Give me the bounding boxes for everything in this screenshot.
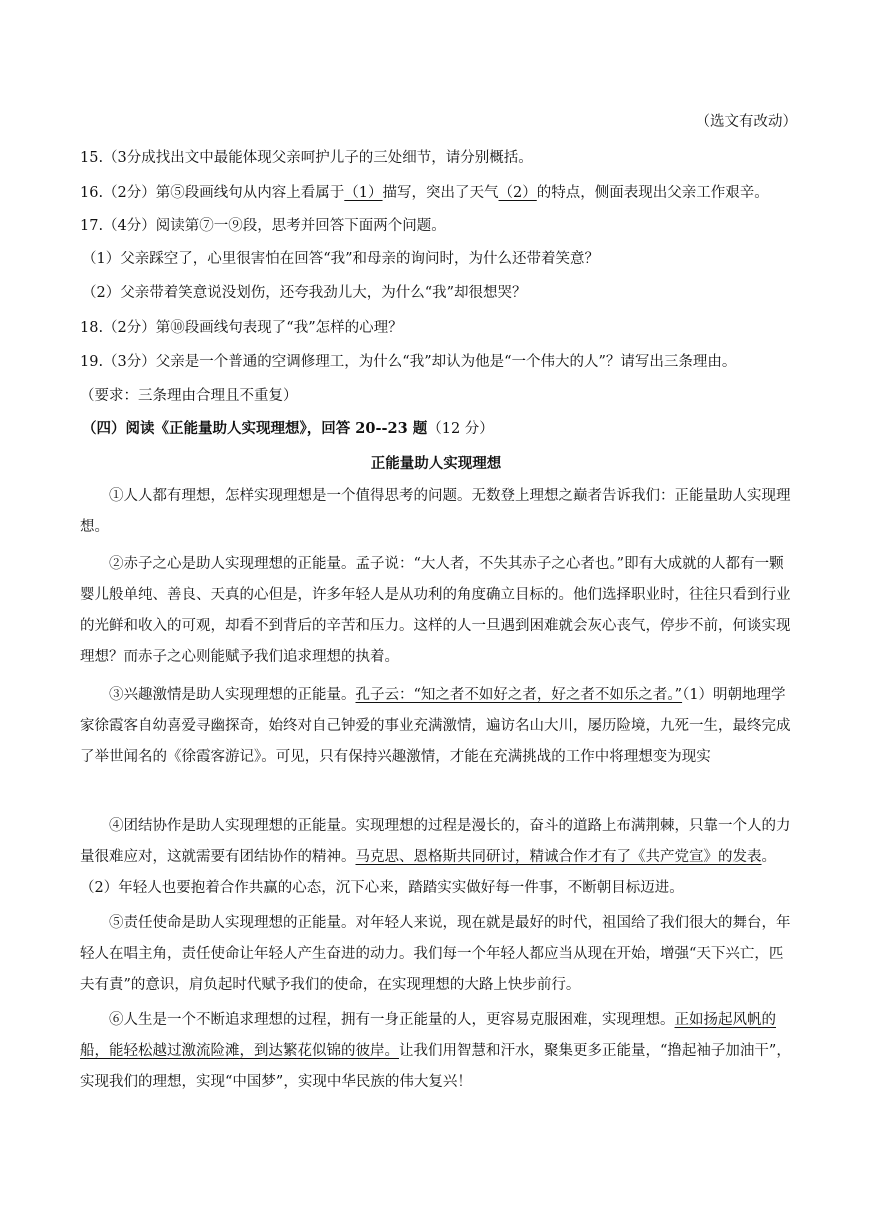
- question-19: 19.（3分）父亲是一个普通的空调修理工，为什么“我”却认为他是“一个伟大的人”？请写出三条理由。: [80, 354, 737, 370]
- paragraph-6-text-b: 让我们用智慧和汗水，聚集更多正能量，“撸起袖子加油干”，实现我们的理想，实现“中国梦”，实现中华民族的伟大复兴！: [80, 1043, 791, 1090]
- question-16-blank-1: （1）: [344, 185, 383, 201]
- question-17: 17.（4分）阅读第⑦一⑨段，思考并回答下面两个问题。: [80, 218, 446, 234]
- paragraph-6-underlined: 正如扬起风帆的船，能轻松越过激流险滩，到达繁花似锦的彼岸。: [80, 1012, 776, 1059]
- article-paragraph-6: [80, 1005, 792, 1098]
- question-16-text-b: 描写，突出了天气: [382, 185, 499, 201]
- question-16-blank-2: （2）: [498, 185, 537, 201]
- question-17-part-1: （1）父亲踩空了，心里很害怕在回答“我”和母亲的询问时，为什么还带着笑意？: [82, 251, 600, 267]
- question-18: 18.（2分）第⑩段画线句表现了“我”怎样的心理？: [80, 320, 403, 336]
- question-16-text-a: 16.（2分）第⑤段画线句从内容上看属于: [80, 185, 345, 201]
- question-16-text-c: 的特点，侧面表现出父亲工作艰辛。: [536, 185, 769, 201]
- paragraph-6-text-a: ⑥人生是一个不断追求理想的过程，拥有一身正能量的人，更容易克服困难，实现理想。: [109, 1012, 675, 1028]
- section-points: （12 分）: [427, 421, 494, 437]
- article-paragraph-2: ②赤子之心是助人实现理想的正能量。孟子说：“大人者，不失其赤子之心者也。”即有大成就的人都有一颗婴儿般单纯、善良、天真的心但是，许多年轻人是从功利的角度确立目标的。他们选择职业时，往往只看到行业的光鲜和收入的可观，却看不到背后的辛苦和压力。这样的人一旦遇到困难就会灰心丧气，停步不前，何谈实现理想？而赤子之心则能赋予我们追求理想的执着。: [80, 556, 791, 665]
- paragraph-3-text-b: （1）明朝地理学家徐霞客自幼喜爱寻幽探奇，始终对自己钟爱的事业充满激情，遍访名山大川，屡历险境，九死一生，最终完成了举世闻名的《徐霞客游记》。可见，只有保持兴趣激情，才能在充满挑战的工作中将理想变为现实: [80, 687, 791, 765]
- paragraph-3-underlined: 孔子云：“知之者不如好之者，好之者不如乐之者。”: [355, 687, 683, 703]
- question-17-part-2: （2）父亲带着笑意说没划伤，还夸我劲儿大，为什么“我”却很想哭？: [82, 285, 527, 301]
- article-paragraph-3: [80, 680, 792, 773]
- article-paragraph-5: ⑤责任使命是助人实现理想的正能量。对年轻人来说，现在就是最好的时代，祖国给了我们很大的舞台，年轻人在唱主角，责任使命让年轻人产生奋进的动力。我们每一个年轻人都应当从现在开始，增强“天下兴亡，匹夫有責”的意识，肩负起时代赋予我们的使命，在实现理想的大路上快步前行。: [80, 915, 791, 993]
- question-19-requirement: （要求：三条理由合理且不重复）: [80, 388, 298, 404]
- paragraph-3-text-a: ③兴趣激情是助人实现理想的正能量。: [109, 687, 356, 703]
- article-paragraph-1: ①人人都有理想，怎样实现理想是一个值得思考的问题。无数登上理想之巅者告诉我们：正能量助人实现理想。: [80, 488, 791, 535]
- paragraph-4-text-b: 。（2）年轻人也要抱着合作共赢的心态，沉下心来，踏踏实实做好每一件事，不断朝目标迈进。: [80, 849, 776, 896]
- section-heading: [82, 419, 797, 439]
- question-15: 15.（3分成找出文中最能体现父亲呵护儿子的三处细节，请分别概括。: [80, 150, 533, 166]
- section-heading-text: （四）阅读《正能量助人实现理想》，回答 20--23 题: [82, 420, 428, 437]
- paragraph-4-text-a: ④团结协作是助人实现理想的正能量。实现理想的过程是漫长的，奋斗的道路上布满荆棘，只靠一个人的力量很难应对，这就需要有团结协作的精神。: [80, 818, 791, 865]
- question-16: [80, 183, 797, 203]
- paragraph-4-underlined: 马克思、恩格斯共同研讨，精诚合作才有了《共产党宣》的发表: [355, 849, 762, 865]
- source-note: （选文有改动）: [695, 114, 797, 130]
- article-paragraph-4: [80, 811, 792, 904]
- article-title: 正能量助人实现理想: [370, 455, 502, 472]
